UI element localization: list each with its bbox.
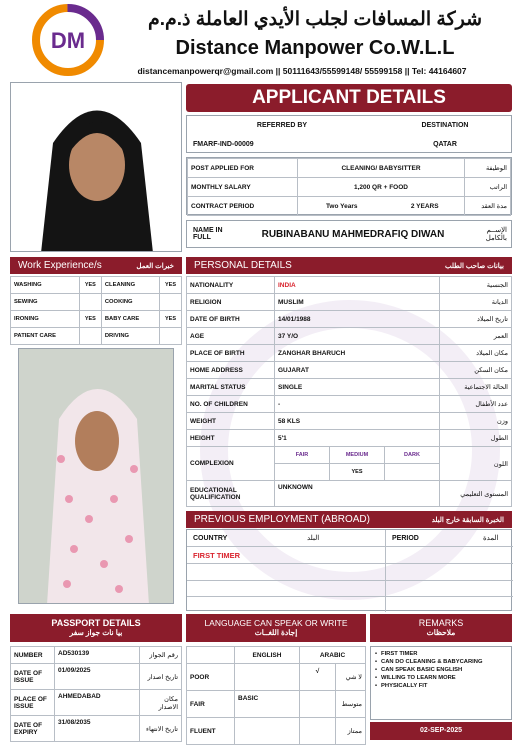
work-label: CLEANING bbox=[101, 277, 159, 294]
job-ar: مدة العقد bbox=[465, 197, 511, 216]
language-level: FAIR bbox=[187, 691, 235, 718]
period-label: PERIOD bbox=[392, 534, 419, 542]
company-name-ar: شركة المسافات لجلب الأيدي العاملة ذ.م.م bbox=[147, 9, 483, 30]
passport-table-wrap bbox=[10, 646, 182, 742]
complexion-row bbox=[187, 447, 512, 464]
bullet-icon: • bbox=[375, 651, 378, 657]
passport-title-ar: بيا نات جواز سفر bbox=[69, 628, 123, 637]
country-ar: البلد bbox=[307, 535, 320, 542]
language-level: FLUENT bbox=[187, 718, 235, 745]
passport-title: PASSPORT DETAILS bbox=[51, 618, 141, 628]
personal-label: RELIGION bbox=[187, 294, 275, 311]
personal-ar: الطول bbox=[440, 430, 512, 447]
name-box bbox=[186, 220, 512, 248]
work-value: YES bbox=[79, 277, 101, 294]
language-level: POOR bbox=[187, 664, 235, 691]
work-row bbox=[11, 294, 182, 311]
previous-employment-entry: FIRST TIMER bbox=[193, 550, 241, 560]
personal-value: 37 Y/O bbox=[275, 328, 440, 345]
row-line-1 bbox=[187, 546, 513, 547]
work-experience-table bbox=[10, 276, 182, 345]
name-value: RUBINABANU MAHMEDRAFIQ DIWAN bbox=[261, 228, 445, 240]
passport-label: PLACE OF ISSUE bbox=[11, 690, 55, 716]
personal-ar: تاريخ الميلاد bbox=[440, 311, 512, 328]
personal-value: 14/01/1988 bbox=[275, 311, 440, 328]
language-header-row bbox=[187, 647, 366, 664]
work-label: BABY CARE bbox=[101, 311, 159, 328]
passport-label: DATE OF EXPIRY bbox=[11, 716, 55, 742]
previous-employment-divider bbox=[385, 530, 386, 612]
passport-label: DATE OF ISSUE bbox=[11, 664, 55, 690]
work-label: SEWING bbox=[11, 294, 80, 311]
passport-ar: رقم الجواز bbox=[140, 647, 182, 664]
destination-value: QATAR bbox=[433, 140, 457, 148]
language-arabic-value bbox=[300, 691, 336, 718]
company-name-en: Distance Manpower Co.W.L.L bbox=[175, 37, 455, 59]
language-ar: متوسط bbox=[336, 691, 366, 718]
ref-code: FMARF-IND-00009 bbox=[193, 140, 254, 148]
previous-employment-header bbox=[186, 511, 512, 528]
work-experience-header bbox=[10, 257, 182, 274]
work-value bbox=[160, 294, 182, 311]
personal-details-table bbox=[186, 276, 512, 507]
job-value: Two Years bbox=[298, 197, 386, 216]
education-row bbox=[187, 481, 512, 507]
personal-details-title: PERSONAL DETAILS bbox=[194, 260, 292, 271]
personal-ar: مكان السكن bbox=[440, 362, 512, 379]
remarks-date: 02-SEP-2025 bbox=[370, 722, 512, 740]
page-title: APPLICANT DETAILS bbox=[186, 84, 512, 112]
language-header bbox=[186, 614, 366, 642]
work-value: YES bbox=[79, 311, 101, 328]
remark-text: FIRST TIMER bbox=[381, 651, 418, 657]
remark-item bbox=[375, 658, 507, 666]
language-ar: لا شي bbox=[336, 664, 366, 691]
name-label: NAME IN FULL bbox=[193, 227, 223, 241]
passport-ar: تاريخ الانتهاء bbox=[140, 716, 182, 742]
work-label: PATIENT CARE bbox=[11, 328, 80, 345]
bullet-icon: • bbox=[375, 683, 378, 689]
personal-label: NO. OF CHILDREN bbox=[187, 396, 275, 413]
language-arabic-value bbox=[300, 718, 336, 745]
remark-item bbox=[375, 674, 507, 682]
personal-label: DATE OF BIRTH bbox=[187, 311, 275, 328]
applicant-portrait-photo bbox=[10, 82, 182, 252]
destination-label: DESTINATION bbox=[421, 121, 469, 129]
personal-value: ZANGHAR BHARUCH bbox=[275, 345, 440, 362]
personal-value: INDIA bbox=[275, 277, 440, 294]
bullet-icon: • bbox=[375, 659, 378, 665]
period-ar: المدة bbox=[483, 535, 499, 542]
job-ar: الوظيفة bbox=[465, 159, 511, 178]
job-row bbox=[188, 197, 511, 216]
work-value bbox=[160, 328, 182, 345]
row-line-3 bbox=[187, 580, 513, 581]
personal-row bbox=[187, 430, 512, 447]
personal-ar: مكان الميلاد bbox=[440, 345, 512, 362]
job-box bbox=[186, 157, 512, 215]
complexion-label: COMPLEXION bbox=[187, 447, 275, 481]
passport-value: 31/08/2035 bbox=[55, 716, 140, 742]
passport-row bbox=[11, 716, 182, 742]
passport-value: AD530139 bbox=[55, 647, 140, 664]
previous-employment-title-ar: الخبرة السابقة خارج البلد bbox=[431, 516, 504, 524]
bullet-icon: • bbox=[375, 675, 378, 681]
remarks-box bbox=[370, 646, 512, 720]
job-value: CLEANING/ BABYSITTER bbox=[298, 159, 465, 178]
work-value bbox=[79, 294, 101, 311]
work-value bbox=[79, 328, 101, 345]
personal-label: AGE bbox=[187, 328, 275, 345]
work-experience-title-ar: خبرات العمل bbox=[136, 262, 174, 270]
job-value-2: 2 YEARS bbox=[385, 197, 464, 216]
passport-row bbox=[11, 690, 182, 716]
job-row bbox=[188, 159, 511, 178]
work-value: YES bbox=[160, 277, 182, 294]
job-table bbox=[187, 158, 511, 216]
passport-header bbox=[10, 614, 182, 642]
personal-ar: وزن bbox=[440, 413, 512, 430]
personal-row bbox=[187, 277, 512, 294]
complexion-fair: FAIR bbox=[275, 447, 330, 464]
job-label: MONTHLY SALARY bbox=[188, 178, 298, 197]
complexion-dark: DARK bbox=[385, 447, 440, 464]
previous-employment-title: PREVIOUS EMPLOYMENT (ABROAD) bbox=[194, 514, 370, 525]
personal-ar: الجنسية bbox=[440, 277, 512, 294]
work-row bbox=[11, 328, 182, 345]
personal-row bbox=[187, 413, 512, 430]
language-arabic: ARABIC bbox=[300, 647, 366, 664]
personal-value: MUSLIM bbox=[275, 294, 440, 311]
language-blank bbox=[187, 647, 235, 664]
work-label: IRONING bbox=[11, 311, 80, 328]
passport-value: 01/09/2025 bbox=[55, 664, 140, 690]
language-row bbox=[187, 718, 366, 745]
personal-value: - bbox=[275, 396, 440, 413]
personal-label: WEIGHT bbox=[187, 413, 275, 430]
passport-table bbox=[10, 646, 182, 742]
language-title-ar: إجادة اللغــات bbox=[254, 628, 298, 637]
passport-value: AHMEDABAD bbox=[55, 690, 140, 716]
referral-box bbox=[186, 115, 512, 153]
passport-ar: تاريخ اصدار bbox=[140, 664, 182, 690]
personal-value: GUJARAT bbox=[275, 362, 440, 379]
personal-label: PLACE OF BIRTH bbox=[187, 345, 275, 362]
language-row bbox=[187, 691, 366, 718]
personal-details-header bbox=[186, 257, 512, 274]
complexion-selected: YES bbox=[330, 464, 385, 481]
education-value: UNKNOWN bbox=[275, 481, 440, 507]
personal-row bbox=[187, 294, 512, 311]
personal-row bbox=[187, 396, 512, 413]
row-line-2 bbox=[187, 563, 513, 564]
passport-label: NUMBER bbox=[11, 647, 55, 664]
remark-item bbox=[375, 682, 507, 690]
language-row bbox=[187, 664, 366, 691]
personal-row bbox=[187, 328, 512, 345]
work-row bbox=[11, 311, 182, 328]
education-ar: المستوى التعليمي bbox=[440, 481, 512, 507]
job-row bbox=[188, 178, 511, 197]
job-label: CONTRACT PERIOD bbox=[188, 197, 298, 216]
contact-line: distancemanpowerqr@gmail.com || 50111643/55599148/ 55599158 || Tel: 44164607 bbox=[137, 66, 467, 76]
personal-row bbox=[187, 311, 512, 328]
personal-ar: عدد الأطفال bbox=[440, 396, 512, 413]
work-row bbox=[11, 277, 182, 294]
personal-value: SINGLE bbox=[275, 379, 440, 396]
work-label: COOKING bbox=[101, 294, 159, 311]
personal-details-title-ar: بيانات صاحب الطلب bbox=[444, 262, 504, 270]
language-ar: ممتاز bbox=[336, 718, 366, 745]
personal-row bbox=[187, 362, 512, 379]
remarks-list bbox=[375, 650, 507, 690]
applicant-full-photo bbox=[18, 348, 174, 604]
passport-ar: مكان الاصدار bbox=[140, 690, 182, 716]
language-table bbox=[186, 646, 366, 745]
personal-row bbox=[187, 345, 512, 362]
previous-employment-box bbox=[186, 529, 512, 611]
work-experience-table-wrap bbox=[10, 276, 182, 345]
language-english-value: BASIC bbox=[235, 691, 300, 718]
remark-text: CAN DO CLEANING & BABYCARING bbox=[381, 659, 483, 665]
work-label: DRIVING bbox=[101, 328, 159, 345]
job-value: 1,200 QR + FOOD bbox=[298, 178, 465, 197]
complexion-dark-mark bbox=[385, 464, 440, 481]
complexion-medium: MEDIUM bbox=[330, 447, 385, 464]
personal-label: NATIONALITY bbox=[187, 277, 275, 294]
work-label: WASHING bbox=[11, 277, 80, 294]
personal-row bbox=[187, 379, 512, 396]
language-english: ENGLISH bbox=[235, 647, 300, 664]
personal-ar: الديانة bbox=[440, 294, 512, 311]
personal-ar: الحالة الاجتماعية bbox=[440, 379, 512, 396]
remark-text: CAN SPEAK BASIC ENGLISH bbox=[381, 667, 463, 673]
country-label: COUNTRY bbox=[193, 534, 228, 542]
language-table-wrap bbox=[186, 646, 366, 745]
complexion-ar: اللون bbox=[440, 447, 512, 481]
education-label: EDUCATIONAL QUALIFICATION bbox=[187, 481, 275, 507]
language-title: LANGUAGE CAN SPEAK OR WRITE bbox=[204, 618, 348, 628]
remark-text: WILLING TO LEARN MORE bbox=[381, 675, 456, 681]
name-ar: الإســم بالكامل bbox=[485, 227, 507, 242]
remarks-title: REMARKS bbox=[418, 618, 464, 628]
personal-label: MARITAL STATUS bbox=[187, 379, 275, 396]
remarks-title-ar: ملاحظات bbox=[426, 628, 456, 637]
job-ar: الراتب bbox=[465, 178, 511, 197]
row-line-4 bbox=[187, 596, 513, 597]
language-english-value bbox=[235, 718, 300, 745]
bullet-icon: • bbox=[375, 667, 378, 673]
language-arabic-value: √ bbox=[300, 664, 336, 691]
passport-row bbox=[11, 647, 182, 664]
personal-details-table-wrap bbox=[186, 276, 512, 507]
personal-label: HEIGHT bbox=[187, 430, 275, 447]
remark-item bbox=[375, 666, 507, 674]
personal-label: HOME ADDRESS bbox=[187, 362, 275, 379]
work-experience-title: Work Experience/s bbox=[18, 260, 102, 271]
personal-value: 58 KLS bbox=[275, 413, 440, 430]
job-label: POST APPLIED FOR bbox=[188, 159, 298, 178]
language-english-value bbox=[235, 664, 300, 691]
logo-text: DM bbox=[50, 28, 86, 53]
passport-row bbox=[11, 664, 182, 690]
remarks-header bbox=[370, 614, 512, 642]
personal-ar: العمر bbox=[440, 328, 512, 345]
work-value: YES bbox=[160, 311, 182, 328]
complexion-fair-mark bbox=[275, 464, 330, 481]
remark-item bbox=[375, 650, 507, 658]
remark-text: PHYSICALLY FIT bbox=[381, 683, 428, 689]
personal-value: 5'1 bbox=[275, 430, 440, 447]
referred-by-label: REFERRED BY bbox=[256, 121, 308, 129]
